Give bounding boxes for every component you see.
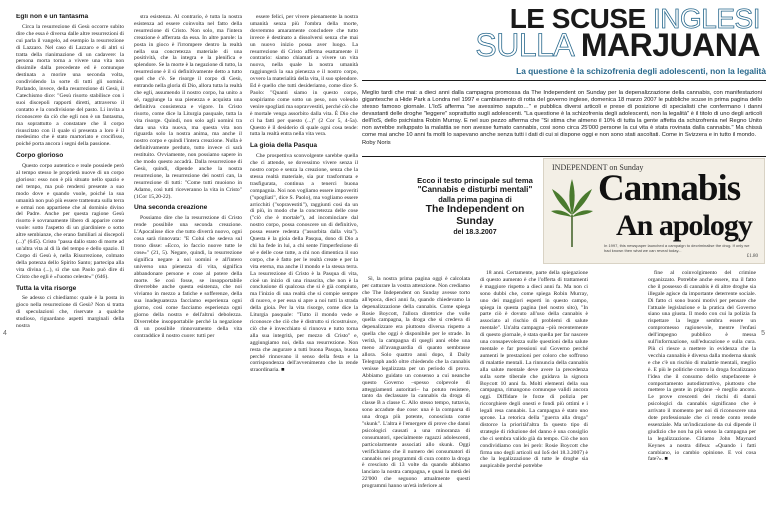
column-6 (648, 270, 756, 519)
cover-masthead: INDEPENDENT on Sunday (552, 163, 644, 172)
column-4 (362, 276, 470, 519)
source-title-line: "Cannabis e disturbi mentali" (417, 185, 533, 194)
column-5 (480, 270, 588, 519)
paragraph: Possiamo dire che la resurrezione di Cristo rende possibile una seconda creazione. L'Apocalisse dice che tutto diverrà nuovo, ogni cosa sarà rinnovata: "E Colui che sedeva sul trono disse: «Ecco, io faccio nuove tutte le cose»" (21, 5). Negare, quindi, la resurrezione significa negare a noi uomini e all'intero universo una pienezza di vita, significa abbandonare persone e cose al potere della morte. Se così fosse, se insopportabile diverrebbe anche questa esistenza, che noi viviamo in mezzo a fatiche e sofferenze, della sua inadeguatezza facciamo esperienza ogni giorno, così come facciamo esperienza ogni giorno della nostra e dell'altrui debolezza. Diverrebbe insopportabile perché la negazione di un possibile rinnovamento della vita contraddice il nostro cuore: tutti per (134, 215, 242, 339)
paragraph: Questo corpo autentico e reale possiede però al tempo stesso le proprietà nuove di un corpo glorioso: esso non è più situato nello spazio e nel tempo, ma può rendersi presente a suo modo dove e quando vuole, poiché la sua umanità non può più essere trattenuta sulla terra e ormai non appartiene che al dominio divino del Padre. Anche per questa ragione Gesù risorto è sovranamente libero di apparire come vuole: sotto l'aspetto di un giardiniere o sotto altre sembianze, che erano familiari ai discepoli (...)" (645). Cristo "passa dallo stato di morte ad un'altra vita al di là del tempo e dello spazio. Il Corpo di Gesù è, nella Risurrezione, colmato della potenza dello Spirito Santo; partecipa alla vita divina (...), sì che san Paolo può dire di Cristo che egli è «l'uomo celeste»" (646). (16, 163, 124, 280)
source-title (410, 176, 540, 237)
intro-box (362, 90, 762, 147)
cover-blurb: In 1997, this newspaper launched a campaign to decriminalise the drug. If only we had known then what we can reveal today... (604, 243, 750, 253)
heading: La gioia della Pasqua (250, 142, 318, 150)
cannabis-leaf-icon (550, 177, 594, 251)
page-number-right: 5 (761, 330, 765, 337)
article-title (420, 3, 760, 63)
intro-signature: Roby Noris (362, 140, 391, 146)
heading: Egli non è un fantasma (16, 14, 89, 20)
source-title-newspaper: The Independent on Sunday (425, 204, 525, 227)
title-line1-a: LE SCUSE (509, 3, 654, 34)
title-line2-a: SULLA (475, 27, 581, 63)
source-title-date: del 18.3.2007 (453, 229, 497, 236)
paragraph: Se adesso ci chiediamo: quale è la posta in gioco nella resurrezione di Gesù? Non si tratta di speculazioni che, riservate a qualche studioso, riguardano aspetti marginali della nostra (16, 295, 124, 330)
heading: Una seconda creazione (134, 204, 208, 212)
paragraph: 18 anni. Certamente, parte della spiegazione di questo aumento è che l'offerta di trattamenti è maggiore rispetto a dieci anni fa. Ma non ci sono dubbi che, come spiega Robin Murray, uno dei maggiori esperti in questo campo, spiega in questa pagina (nel nostro sito), "In parte ciò è dovuto all'uso della cannabis è associato al rischio di problemi di salute mentale". Un'alta campagna –più recentemente di questo giornale, è stata quella per far nascere una consapevolezza sulle questioni della salute mentale e far pressioni sul Governo perché aumenti le prestazioni per coloro che soffrono di malattie mentali. La rinnuncia della cannabis alla salute mentale deve avere la precedenza sulla sorte tiberale che guidava la signora Boycott 10 anni fa. Molti elementi della sua campagna, rimangono comunque validi ancora oggi. Diffidare le forze di polizia per riccorghiere degli onesti e fondi più ottimi e i legali resa cannabis. La campagna è stato uno sprone. La retorica della "guerra alla droga" distorce la prioritàl'altra fa questo tipo di strategie di riduzione del danno è una consiglio che ci sembra valido già da tempo. Ciò che non condividiamo con lei però: Rosie Boycott che firma uno degli articoli sul IoS del 18.3.2007) è che la legalizzazione di tutte le droghe sia auspicabile perché potrebbe (480, 270, 588, 470)
intro-text: Meglio tardi che mai: a dieci anni dalla campagna promossa da The Independent on Sunday per la depenalizzazione della cannabis, con manifestazioni gigantesche a Hide Park a Londra nel 1997 e cambiamento di rotta del governo inglese, domenica 18 marzo 2007 le pubbliche scuse in prima pagina dello stesso famoso giornale. L'IoS afferma "se avessimo saputo…" e pubblica diversi articoli e prese di posizione di specialisti che confermano i danni devastanti delle droghe "leggere" soprattutto sugli adolescenti. "La questione è la schizofrenia degli adolescenti, non la legalità" è il titolo di uno degli articoli dell'IoS, dello psichiatra Robin Murray. E nel suo pezzo afferma che "Si stima che almeno il 10% di tutta la gente affetta da schizofrenia nel Regno Unito non avrebbe sviluppato la malattia se non avesse fumato cannabis, cosi sono circa 25'000 persone la cui vita è stata rovinata dalla cannabis." Ma chissà come mai anche 10 anni fa molti lo sapevano anche senza tutti i dati di cui si dispone oggi e non sono stati ascoltati. Come in Svizzera e in tutto il mondo. (362, 90, 762, 138)
paragraph: Circa la resurrezione di Gesù occorre subito dire che essa è diversa dalle altre resurrezioni di cui parla il vangelo, ad esempio la resurrezione di Lazzaro. Nel caso di Lazzaro e di altri si tratta della rianimazione di un cadavere: la persona morta torna a vivere una vita non dissimile dalla precedente ed è comunque destinata a morire una seconda volta, condividendo la sorte di tutti gli uomini. Parlando, invece, della resurrezione di Gesù, il Catechismo dice: "Gesù risorto stabilisce con i suoi discepoli rapporti diretti, attraverso il contatto e la condivisione del pasto. Li invita a riconoscere da ciò che egli non è un fantasma, ma soprattutto a constatare che il corpo risuscitato con il quale si presenta a loro è il medesimo che è stato martoriato e crocifisso, poiché porta ancora i segni della passione. (16, 23, 124, 148)
cover-headline-1: Cannabis (598, 168, 741, 209)
title-line2-b: MARJUANA (580, 27, 760, 63)
paragraph: fine al coinvolgimento del crimine organizzato. Potrebbe anche essere, ma il fatto che il possesso di cannabis è di altre droghe sia illegale agisce da importante deterrente sociale. Di fatto ci sono buoni motivi per pensare che l'attuale legislazione e la pratica del Governo siano una giusta. Il modo con cui la polizia fa rispettare la legge sembra essere un compromesso ragionevole, mentre l'enfasi dell'impegno pubblico è messa sull'informazione, sull'educazione e sulla cura. Più ci riesce a mettere in evidenza che la vecchia cannabis è diversa dalla moderna skunk e che c'è un rischio di malattie mentali, meglio è. E più le politiche contro la droga focalizzano l'idea che il consumo dello stupefacente è comportamento autodistruttivo, piuttosto che mettere la gente in prigione –è meglio ancora. Le prove crescenti dei rischi di danni psicologici da cannabis significano che è arrivato il momento per noi di riconoscere una dote professionale che ci rende conto rende essenziale. Ma un'indicazione da cui dipende il giudizio che non ha più senso la campagna per la legalizzazione. Citiamo John Maynard Keynes a nostra difesa: «Quando i fatti cambiano, io cambio opinione. E voi cosa fate?». ■ (648, 270, 756, 463)
heading: Tutta la vita risorge (16, 284, 77, 292)
title-line1-b: INGLESI (653, 3, 760, 34)
paragraph: Che prospettiva sconvolgente sarebbe quella che ci attende, se dovessimo vivere senza il nostro corpo e senza la creazione, senza che la stessa realtà materiale, sia pur trasformata e trasfigurata, continua a tenerci buona compagnia. Noi non vogliamo essere impoveriti ("spogliati", dice S. Paolo), ma vogliamo essere arricchiti ("sopravestiti"), raggiunti così da un di più, in modo che la concretezza delle cose ("ciò che è mortale"), ad incominciare dal nostro corpo, possa conoscere un di definitivo, possa essere redenta ("assorbita dalla vita"). Questa è la gioia della Pasqua, dono di Dio a chi ha fede in lui, a chi sente l'imperfezione di sé e delle cose tutte, a chi non dimentica il suo corpo, che è fatto per le realtà create e per la vita eterna, ma anche il mondo e la stessa terra. La resurrezione di Cristo è la Pasqua di vita, cioè un inizio di una rinascita, che non è la conclusione di qualcosa che si è già compiuto, ma l'inizio di una realtà che si compie sempre di nuovo, e per essa si apre a noi tutti la strada della gioia. Per la vita risorge, come dice la Liturgia pasquale: "Tutto il mondo vede e riconosce che ciò che è distrutto si ricostruisce, ciò che è invecchiato si rinnova e tutto torna alla sua integrità, per mezzo di Cristo" e, aggiungiamo noi, della sua resurrezione. Non resta che augurare a tutti buona Pasqua, buona perché rinnovano il senso della festa e la corrispondenza dell'avvenimento che la rende straordinaria. ■ (250, 153, 358, 374)
cover-headline-2: An apology (616, 209, 752, 242)
newspaper-cover-image (543, 158, 765, 264)
divider (362, 80, 766, 81)
source-title-line: dalla prima pagina di (438, 195, 512, 204)
paragraph: Sì, la nostra prima pagina oggi è calcolata per catturare la vostra attenzione. Non crediamo che The Independent on Sunday avesse torto all'epoca, dieci anni fa, quando chiedevamo la depenalizzazione della cannabis. Come spiega Rosie Boycott, l'allora direttrice che volle quella campagna, la droga che si credeva di depenalizzare era piuttosto diversa rispetto a quella che oggi è disponibile per le strade. In verità, la campagna di quegli anni ebbe una meno all'avanguardia di quanto sembrasse allora. Solo quattro anni dopo, il Daily Telegraph andò oltre chiedendo che la cannabis venisse legalizzata per un periodo di prova. Abbiamo guidato un consenso a cui neanche questo Governo –spesso colpevole di atteggiamenti autoritari– ha potuto resistere, tanto da declassare la cannabis da droga di classe B a classe C. Allo stesso tempo, tuttavia, sono accadute due cose: una è la comparsa di una droga più potente, conosciuta come "skunk". L'altra è l'emergere di prove che danni psicologici causati a una minoranza di consumatori, specialmente ragazzi adolescenti, particolarmente associati allo skunk. Oggi verifichiamo che il numero dei consumatori di cannabis nei programmi di cura contro la droga è cresciuto di 13 volte da quando abbiamo lanciato la nostra campagna, e quasi la metà dei 22'000 che seguono attualmente questi programmi hanno un'età inferiore ai (362, 276, 470, 490)
source-title-line: Ecco il testo principale sul tema (417, 176, 533, 185)
divider (362, 156, 766, 157)
heading: Corpo glorioso (16, 152, 64, 160)
column-3 (250, 14, 358, 519)
paragraph: stra esistenza. Al contrario, è tutta la nostra esistenza ad essere coinvolta nel fatto della resurrezione di Cristo. Non solo, ma l'intera creazione è afferrata da essa. In altre parole: la posta in gioco è l'irrompere dentro la realtà nella sua concretezza materiale di una positività, che la integra e la plenifica e splendore. Se la morte è la negazione di tutto, la resurrezione è il sì definitivamente detto a tutto quel che c'è. Se risorge il corpo di Gesù, entrando nella gloria di Dio, allora tutta la realtà che egli, assumendo il nostro corpo, ha unito a sé, raggiunge la sua pienezza e acquista una definitiva consistenza e vigore. In Cristo risorto, come dice la Liturgia pasquale, tutta la vita risorge. Quindi, non solo agli uomini tra data una vita nuova, ma questa vita non riguarda solo la nostra anima, ma anche il nostro corpo e quindi l'intera creazione. Nulla è definitivamente perduto, tutto invece ci sarà restituito. Ovviamente, non possiamo sapere in che modo questo accadrà. Dalla resurrezione di Gesù, quindi, dipende anche la nostra resurrezione, la resurrezione dei nostri can, la resurrezione di tutti: "Come tutti muoiono in Adamo, così tutti riceveranno la vita in Cristo" (1Cor 15,20-22). (134, 14, 242, 200)
article-subtitle: La questione è la schizofrenia degli adolescenti, non la legalità (516, 66, 766, 76)
paragraph: essere felici, per vivere pienamente la nostra umanità senza più l'ombra della morte, dovremmo amaramente concludere che tutto invece è destinato a dissolversi senza che mai un nuovo inizio possa aver luogo. La resurrezione di Cristo afferma esattamente il contrario: siamo chiamati a vivere un vita nuova, nella quale la nostra umanità raggiungerà la sua pienezza e il nostro corpo, ovvero la materialità della vita, il suo splendore. Ed è quello che tutti desideriamo, come dice S. Paolo: "Quanti siamo in questo corpo, sospiriamo come sotto un peso, non volendo venire spogliati ma sopravvestiti, perché ciò che è mortale venga assorbito dalla vita. È Dio che ci ha fatti per questo (...)" (2 Cor 5, 4-5a). Questo è il desiderio di quale ogni cosa tende: tutta la realtà entra nella vita vera. (250, 14, 358, 138)
page-number-left: 4 (3, 330, 7, 337)
column-2 (134, 14, 242, 519)
cover-price: £1.80 (746, 254, 758, 259)
column-1 (16, 14, 124, 519)
